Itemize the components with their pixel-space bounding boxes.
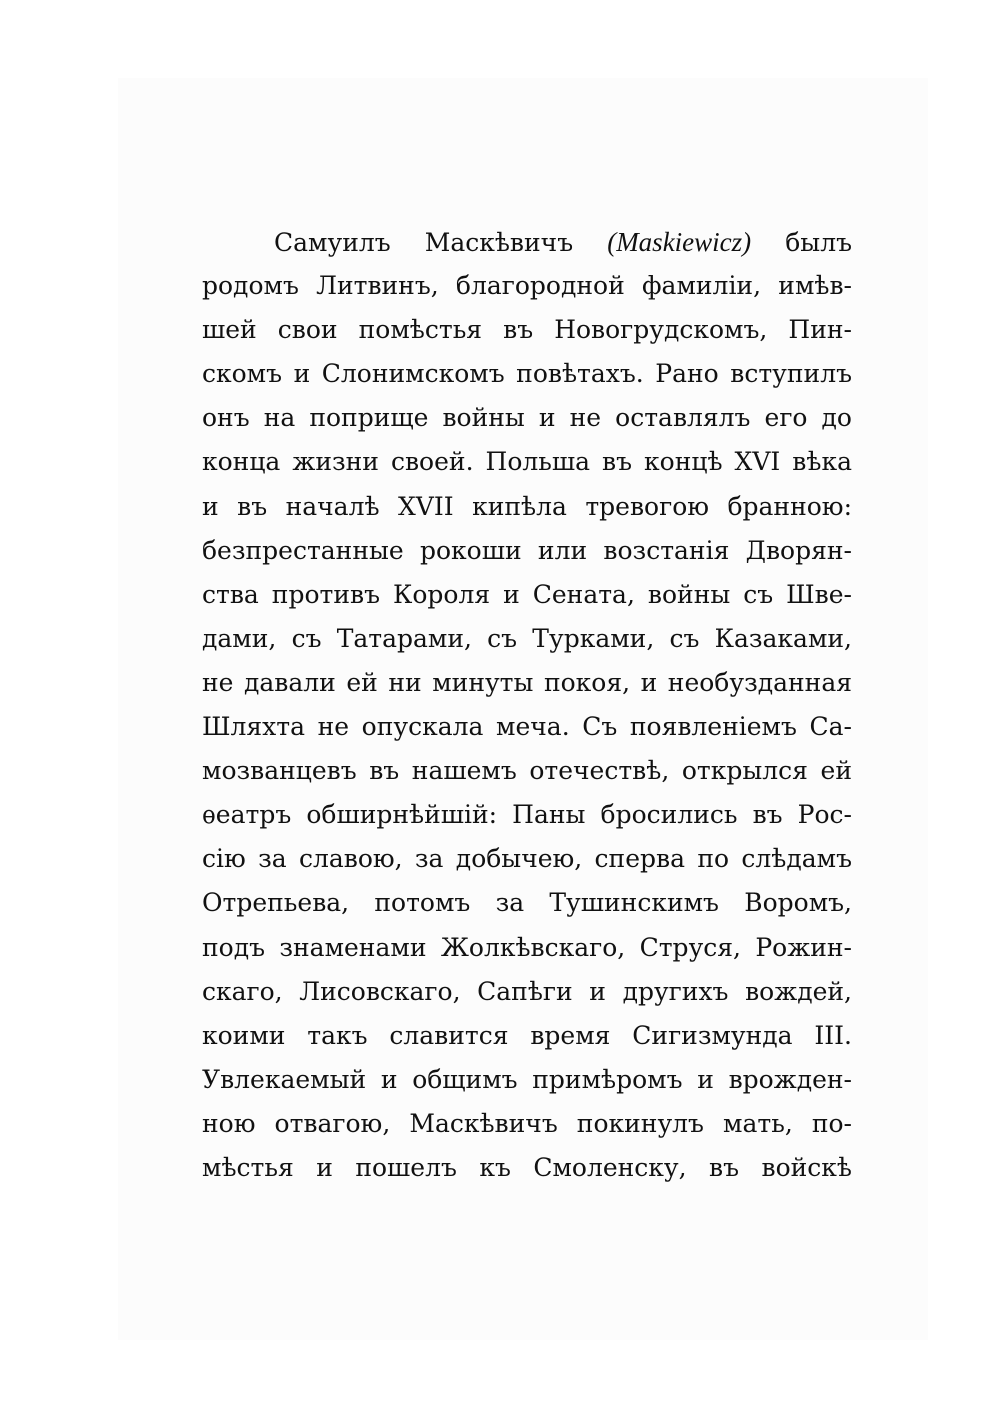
text-line: мѣстья и пошелъ къ Смоленску, въ войскѣ	[202, 1152, 852, 1182]
text-line: ства противъ Короля и Сената, войны съ Шве-	[202, 579, 852, 609]
text-line: Увлекаемый и общимъ примѣромъ и врожден-	[202, 1064, 852, 1094]
text-line: безпрестанные рокоши или возстанія Дворян-	[202, 535, 852, 565]
text-line-start: Самуилъ Маскѣвичъ	[274, 228, 608, 257]
text-line	[202, 220, 852, 264]
text-line: подъ знаменами Жолкѣвскаго, Струся, Рожин-	[202, 932, 852, 962]
text-line: дами, съ Татарами, съ Турками, съ Казаками,	[202, 623, 852, 653]
text-line: Отрепьева, потомъ за Тушинскимъ Воромъ,	[202, 888, 852, 918]
text-line: коими такъ славится время Сигизмунда III.	[202, 1020, 852, 1050]
text-line: скаго, Лисовскаго, Сапѣги и другихъ вождей,	[202, 976, 852, 1006]
body-paragraph	[202, 220, 852, 1190]
text-line: и въ началѣ XVII кипѣла тревогою бранною:	[202, 491, 852, 521]
text-line: Шляхта не опускала меча. Съ появленіемъ Са-	[202, 712, 852, 742]
text-line-end: былъ	[751, 228, 852, 257]
latin-name: (Maskiewicz)	[607, 227, 752, 257]
text-line: шей свои помѣстья въ Новогрудскомъ, Пин-	[202, 315, 852, 345]
text-line: конца жизни своей. Польша въ концѣ XVI вѣка	[202, 447, 852, 477]
text-line: сію за славою, за добычею, сперва по слѣдамъ	[202, 844, 852, 874]
text-line: мозванцевъ въ нашемъ отечествѣ, открылся ей	[202, 756, 852, 786]
text-line: ѳеатръ обширнѣйшій: Паны бросились въ Рос-	[202, 800, 852, 830]
text-line: скомъ и Слонимскомъ повѣтахъ. Рано вступилъ	[202, 359, 852, 389]
text-line: не давали ей ни минуты покоя, и необузданная	[202, 667, 852, 697]
text-line: ною отвагою, Маскѣвичъ покинулъ мать, по-	[202, 1108, 852, 1138]
text-line: родомъ Литвинъ, благородной фамиліи, имѣв-	[202, 271, 852, 301]
text-line: онъ на поприще войны и не оставлялъ его до	[202, 403, 852, 433]
